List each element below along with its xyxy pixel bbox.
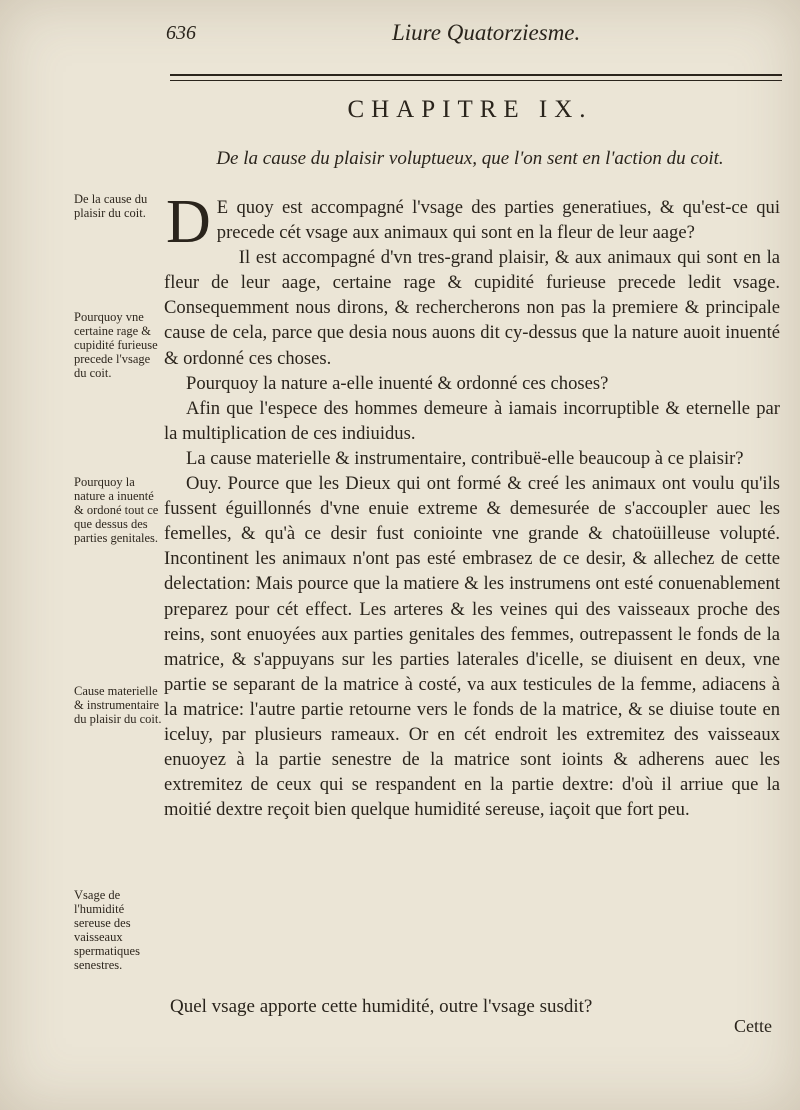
chapter-subtitle: De la cause du plaisir voluptueux, que l'on sent en l'action du coit. xyxy=(216,148,724,169)
paragraph: Afin que l'espece des hommes demeure à iamais incorruptible & eternelle par la multiplication de ces indiuidus. xyxy=(164,397,780,444)
margin-note: Pourquoy la nature a inuenté & ordoné tout ce que dessus des parties genitales. xyxy=(74,475,159,545)
running-title: Liure Quatorziesme. xyxy=(392,20,581,45)
page-number: 636 xyxy=(166,22,196,44)
paragraph: Pourquoy la nature a-elle inuenté & ordonné ces choses? xyxy=(186,372,609,394)
chapter-title: CHAPITRE IX. xyxy=(347,96,593,123)
margin-note: Vsage de l'humidité sereuse des vaisseaux spermatiques senestres. xyxy=(74,888,140,972)
paragraph-text: E quoy est accompagné l'vsage des parties generatiues, & qu'est-ce qui precede cét vsage aux animaux qui sont en la fleur de leur aage? xyxy=(216,197,780,244)
header-rule xyxy=(170,74,782,76)
paragraph: La cause materielle & instrumentaire, contribuë-elle beaucoup à ce plaisir? xyxy=(186,447,744,469)
page-header xyxy=(160,18,780,54)
header-rule-thin xyxy=(170,80,782,81)
catchword: Cette xyxy=(734,1016,772,1036)
paragraph xyxy=(164,188,780,256)
margin-note: Pourquoy vne certaine rage & cupidité furieuse precede l'vsage du coit. xyxy=(74,310,158,380)
paragraph: Ouy. Pource que les Dieux qui ont formé & creé les animaux ont voulu qu'ils fussent éguillonnés d'vne enuie extreme & demesurée de s'accoupler auec les femelles, & qu'à ce desir fust coniointe vne grande & chatoüilleuse volupté. Incontinent les animaux n'ont pas esté embrasez de ce desir, & allechez de cette delectation: Mais pource que la matiere & les instrumens ont esté conuenablement preparez pour cét effect. Les arteres & les veines qui des vaisseaux proche des reins, sont enuoyées aux parties genitales des femmes, outrepassent le fonds de la matrice, & s'appuyans sur les parties laterales d'icelle, se diuisent en deux, vne partie se separant de la matrice à costé, va aux testicules de la femme, adiacens à la matrice: l'autre partie retourne vers le fonds de la matrice, & se diuise toute en iceluy, par plusieurs rameaux. Or en cét endroit les extremitez des vaisseaux enuoyez à la partie senestre de la matrice sont ioints & adherens auec les extremitez de ceux qui se respandent en la partie dextre: d'où il arriue que la moitié dextre reçoit bien quelque humidité sereuse, iaçoit que fort peu. xyxy=(164,473,780,821)
closing-question: Quel vsage apporte cette humidité, outre l'vsage susdit? xyxy=(170,996,593,1017)
main-text xyxy=(164,188,780,822)
paragraph: Il est accompagné d'vn tres-grand plaisir, & aux animaux qui sont en la fleur de leur aage, certaine rage & cupidité furieuse precede ledit vsage. Consequemment nous dirons, & rechercherons non pas la premiere & principale cause de cela, parce que desia nous auons dit cy-dessus que la nature auoit inuenté & ordonné ces choses. xyxy=(164,247,780,369)
margin-note: Cause materielle & instrumentaire du plaisir du coit. xyxy=(74,684,162,726)
drop-cap: D xyxy=(166,188,211,256)
margin-note: De la cause du plaisir du coit. xyxy=(74,192,148,220)
